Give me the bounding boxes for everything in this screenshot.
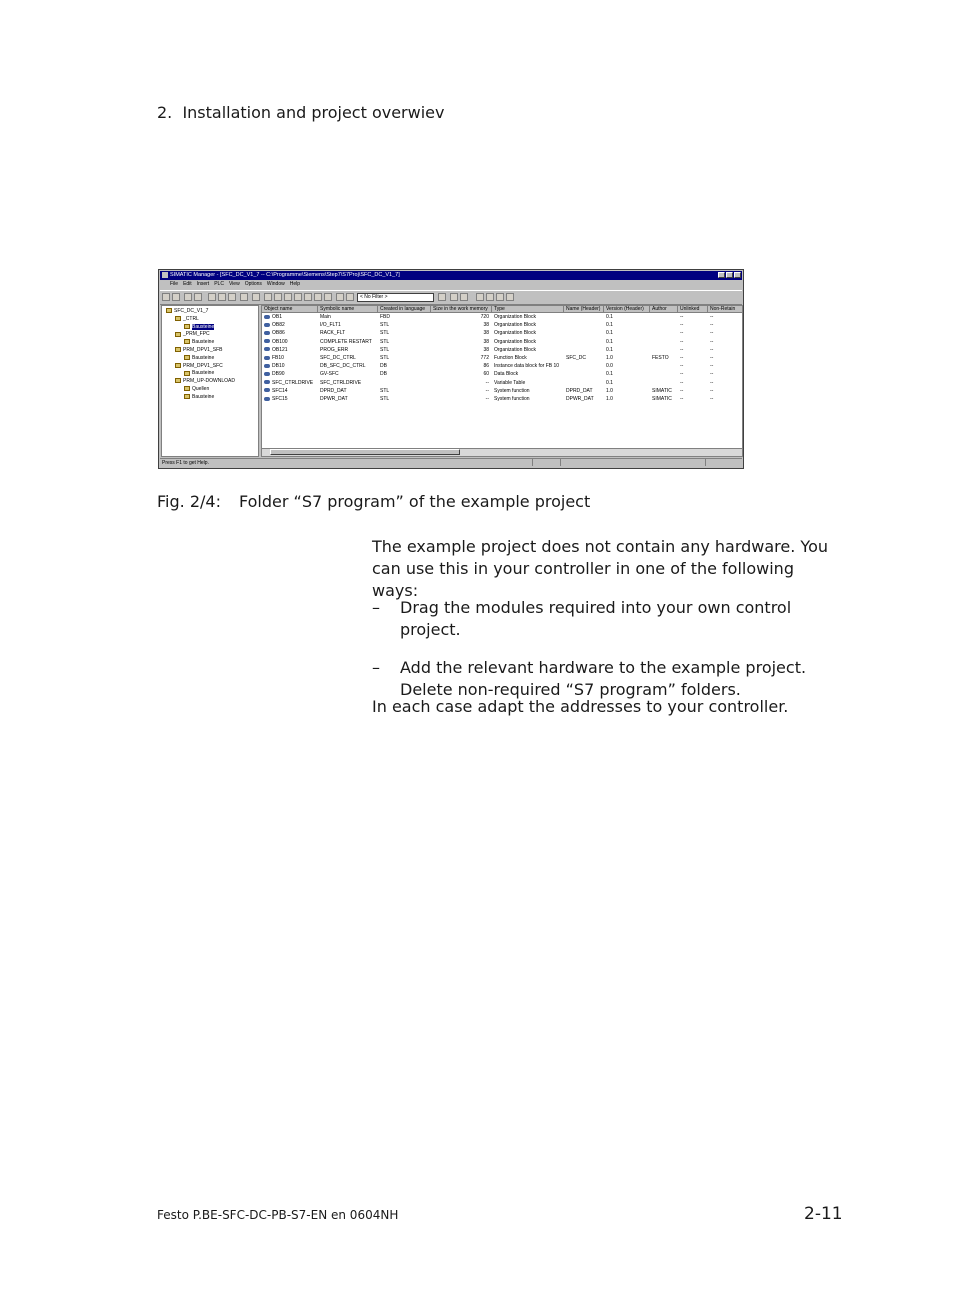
table-cell: -- [680,387,684,394]
table-cell: I/O_FLT1 [320,322,341,329]
block-icon [264,388,270,392]
folder-icon [175,347,181,352]
menu-item-file: File [170,281,179,287]
status-cell [560,459,561,466]
table-cell: -- [680,322,684,329]
toolbar-button-icon [476,293,484,301]
table-cell: SIMATIC [652,387,672,394]
block-icon [264,356,270,360]
table-cell: 0.1 [606,371,613,378]
status-cell [705,459,706,466]
table-cell: -- [485,387,489,394]
table-cell: STL [380,322,390,329]
closing-paragraph: In each case adapt the addresses to your controller. [372,697,789,716]
table-cell: DPRD_DAT [320,387,347,394]
toolbar-button-icon [184,293,192,301]
table-cell: 0.1 [606,346,613,353]
table-cell: SFC15 [264,395,288,403]
table-cell: DB90 [264,370,285,378]
table-cell: -- [710,387,714,394]
toolbar-button-icon [438,293,446,301]
toolbar-button-icon [336,293,344,301]
toolbar-button-icon [240,293,248,301]
list-item-text: Drag the modules required into your own control project. [400,598,792,639]
table-cell: SFC_CTRLDRIVE [264,379,313,387]
toolbar-button-icon [314,293,322,301]
table-cell: DB10 [264,362,285,370]
folder-icon [175,316,181,321]
toolbar-button-icon [294,293,302,301]
block-icon [264,364,270,368]
figure-number: Fig. 2/4: [157,492,221,511]
footer-page-number: 2-11 [804,1204,843,1224]
block-icon [264,347,270,351]
block-icon [264,372,270,376]
folder-icon [184,394,190,399]
tree-item-label: Bausteine [192,370,215,377]
column-header: Name (Header) [564,306,604,313]
table-cell: -- [710,371,714,378]
table-cell: STL [380,396,390,402]
tree-item-label: PRM_DPV1_SFC [183,362,223,369]
table-cell: OB86 [264,329,285,337]
table-cell: SFC_DC_CTRL [320,355,356,361]
table-cell: 0.0 [606,363,613,370]
intro-paragraph: The example project does not contain any hardware. You can use this in your controller in one of the following ways: [372,537,828,600]
figure-title: Folder “S7 program” of the example project [239,492,591,511]
table-cell: -- [680,379,684,386]
table-cell: DB [380,371,387,378]
table-cell: -- [680,330,684,337]
table-cell: STL [380,346,390,353]
table-cell: 38 [483,322,489,329]
column-header: Non-Retain [708,306,743,313]
table-cell: STL [380,338,390,345]
table-cell: -- [710,314,714,320]
table-cell: 0.1 [606,314,613,320]
table-cell: 0.1 [606,379,613,386]
folder-icon [175,332,181,337]
table-cell: DPWR_DAT [566,396,594,402]
toolbar-button-icon [274,293,282,301]
column-header: Object name [262,306,318,313]
table-cell: 720 [480,314,489,320]
table-cell: -- [710,322,714,329]
tree-item-label: Bausteine [192,393,215,400]
table-cell: 772 [480,355,489,361]
table-cell: DB_SFC_DC_CTRL [320,363,366,370]
table-cell: -- [485,379,489,386]
figure-caption [157,492,590,511]
table-cell: 38 [483,346,489,353]
table-cell: -- [710,379,714,386]
maximize-icon [726,272,733,278]
bullet-marker: – [372,598,380,617]
section-title: Installation and project overwiev [182,103,445,122]
toolbar-button-icon [284,293,292,301]
list-item [372,597,842,641]
app-icon [162,272,168,278]
table-cell: 1.0 [606,355,613,361]
footer-document-id: Festo P.BE-SFC-DC-PB-S7-EN en 0604NH [157,1208,399,1222]
table-cell: OB100 [264,338,288,346]
folder-icon [166,308,172,313]
toolbar-button-icon [194,293,202,301]
tree-item-label: Bausteine [192,323,215,330]
tree-item [175,316,199,322]
folder-icon [184,339,190,344]
table-cell: -- [710,396,714,402]
table-cell: Main [320,314,331,320]
block-icon [264,397,270,401]
menu-item-insert: Insert [196,281,210,287]
tree-item-label: _CTRL [183,315,199,322]
tree-item [175,378,235,384]
table-cell: -- [680,346,684,353]
menu-item-view: View [228,281,240,287]
simatic-manager-screenshot [158,269,744,469]
table-cell: Organization Block [494,330,536,337]
table-cell: Organization Block [494,314,536,320]
table-cell: STL [380,387,390,394]
table-cell: FB10 [264,354,284,362]
table-cell: 0.1 [606,330,613,337]
close-icon [734,272,741,278]
toolbar-button-icon [228,293,236,301]
table-cell: Function Block [494,355,527,361]
menu-item-window: Window [266,281,285,287]
block-icon [264,323,270,327]
toolbar-button-icon [496,293,504,301]
tree-item [166,308,208,314]
column-header: Author [650,306,678,313]
horizontal-scrollbar [262,448,742,456]
project-tree [161,305,259,457]
toolbar-button-icon [486,293,494,301]
table-cell: SFC_DC [566,355,587,361]
section-header [157,103,444,122]
table-cell: -- [680,338,684,345]
tree-item-label: Bausteine [192,339,215,346]
tree-item [184,324,214,330]
table-cell: -- [710,330,714,337]
tree-item [184,386,209,392]
menu-item-edit: Edit [183,281,192,287]
folder-icon [184,386,190,391]
scroll-thumb [270,449,460,455]
table-cell: System function [494,396,530,402]
status-text: Press F1 to get Help. [162,460,209,466]
toolbar-button-icon [162,293,170,301]
table-cell: FESTO [652,355,669,361]
bullet-marker: – [372,658,380,677]
table-cell: GV-SFC [320,371,339,378]
toolbar-button-icon [252,293,260,301]
table-cell: -- [680,355,684,361]
toolbar-button-icon [264,293,272,301]
table-cell: -- [710,338,714,345]
tree-item-label: _PRM_FPC [183,331,210,338]
table-cell: Instance data block for FB 10 [494,363,560,370]
status-bar [160,458,742,467]
table-cell: Variable Table [494,379,526,386]
table-cell: 86 [483,363,489,370]
toolbar-button-icon [506,293,514,301]
status-cell [532,459,533,466]
table-cell: 0.1 [606,322,613,329]
tree-item [184,339,214,345]
filter-dropdown: < No Filter > [357,293,434,302]
tree-item-label: PRM_DPV1_SFB [183,347,223,353]
table-cell: COMPLETE RESTART [320,338,372,345]
toolbar [160,290,742,305]
tree-item [175,331,210,337]
menu-item-plc: PLC [214,281,224,287]
table-cell: System function [494,387,530,394]
table-cell: FBD [380,314,390,320]
table-cell: SIMATIC [652,396,672,402]
table-cell: STL [380,330,390,337]
table-cell: -- [710,363,714,370]
folder-icon [184,355,190,360]
column-header: Type [492,306,564,313]
table-cell: -- [710,355,714,361]
table-cell: STL [380,355,390,361]
tree-item-label: SFC_DC_V1_7 [174,308,209,314]
toolbar-button-icon [460,293,468,301]
menubar [160,280,742,289]
menu-item-help: Help [289,281,301,287]
toolbar-button-icon [346,293,354,301]
block-icon [264,331,270,335]
table-cell: SFC_CTRLDRIVE [320,379,362,386]
table-cell: 1.0 [606,396,613,402]
toolbar-button-icon [304,293,312,301]
tree-item-label: Bausteine [192,354,215,361]
table-cell: -- [710,346,714,353]
table-cell: OB1 [264,313,282,321]
toolbar-button-icon [450,293,458,301]
table-cell: DB [380,363,387,370]
block-icon [264,339,270,343]
folder-icon [175,363,181,368]
table-cell: -- [680,314,684,320]
minimize-icon [718,272,725,278]
folder-icon [175,378,181,383]
column-header: Symbolic name [318,306,378,313]
tree-item [184,370,214,376]
toolbar-button-icon [324,293,332,301]
section-number: 2. [157,103,173,122]
table-cell: RACK_FLT [320,330,346,337]
table-cell: 1.0 [606,387,613,394]
menu-item-options: Options [244,281,262,287]
table-cell: OB82 [264,321,285,329]
tree-item [175,347,222,353]
table-cell: SFC14 [264,387,288,395]
table-cell: 38 [483,330,489,337]
toolbar-button-icon [218,293,226,301]
table-cell: DPRD_DAT [566,387,593,394]
table-cell: Organization Block [494,322,536,329]
table-cell: -- [485,396,489,402]
tree-item-label: Quellen [192,386,210,392]
table-cell: 0.1 [606,338,613,345]
window-title: SIMATIC Manager - [SFC_DC_V1_7 -- C:\Programme\Siemens\Step7\S7Proj\SFC_DC_V1_7] [170,272,400,278]
object-list [261,305,743,457]
column-header: Unlinked [678,306,708,313]
table-cell: -- [680,371,684,378]
folder-icon [184,324,190,329]
list-item [372,657,842,701]
column-header: Size in the work memory [431,306,492,313]
toolbar-button-icon [172,293,180,301]
block-icon [264,315,270,319]
tree-item [184,394,214,400]
window-titlebar [160,271,742,280]
table-cell: Data Block [494,371,519,378]
block-icon [264,380,270,384]
tree-item-label: PRM_UP-DOWNLOAD [183,378,235,385]
column-header: Created in language [378,306,431,313]
table-cell: PROG_ERR [320,346,349,353]
folder-icon [184,371,190,376]
tree-item [175,363,223,369]
column-header: Version (Header) [604,306,650,313]
table-cell: -- [680,363,684,370]
tree-item [184,355,214,361]
table-cell: DPWR_DAT [320,396,348,402]
table-cell: 60 [483,371,489,378]
table-cell: -- [680,396,684,402]
table-cell: Organization Block [494,338,536,345]
table-cell: 38 [483,338,489,345]
toolbar-button-icon [208,293,216,301]
list-item-text: Add the relevant hardware to the example project. Delete non-required “S7 program” folders. [400,658,807,699]
table-cell: Organization Block [494,346,536,353]
table-cell: OB121 [264,346,288,354]
